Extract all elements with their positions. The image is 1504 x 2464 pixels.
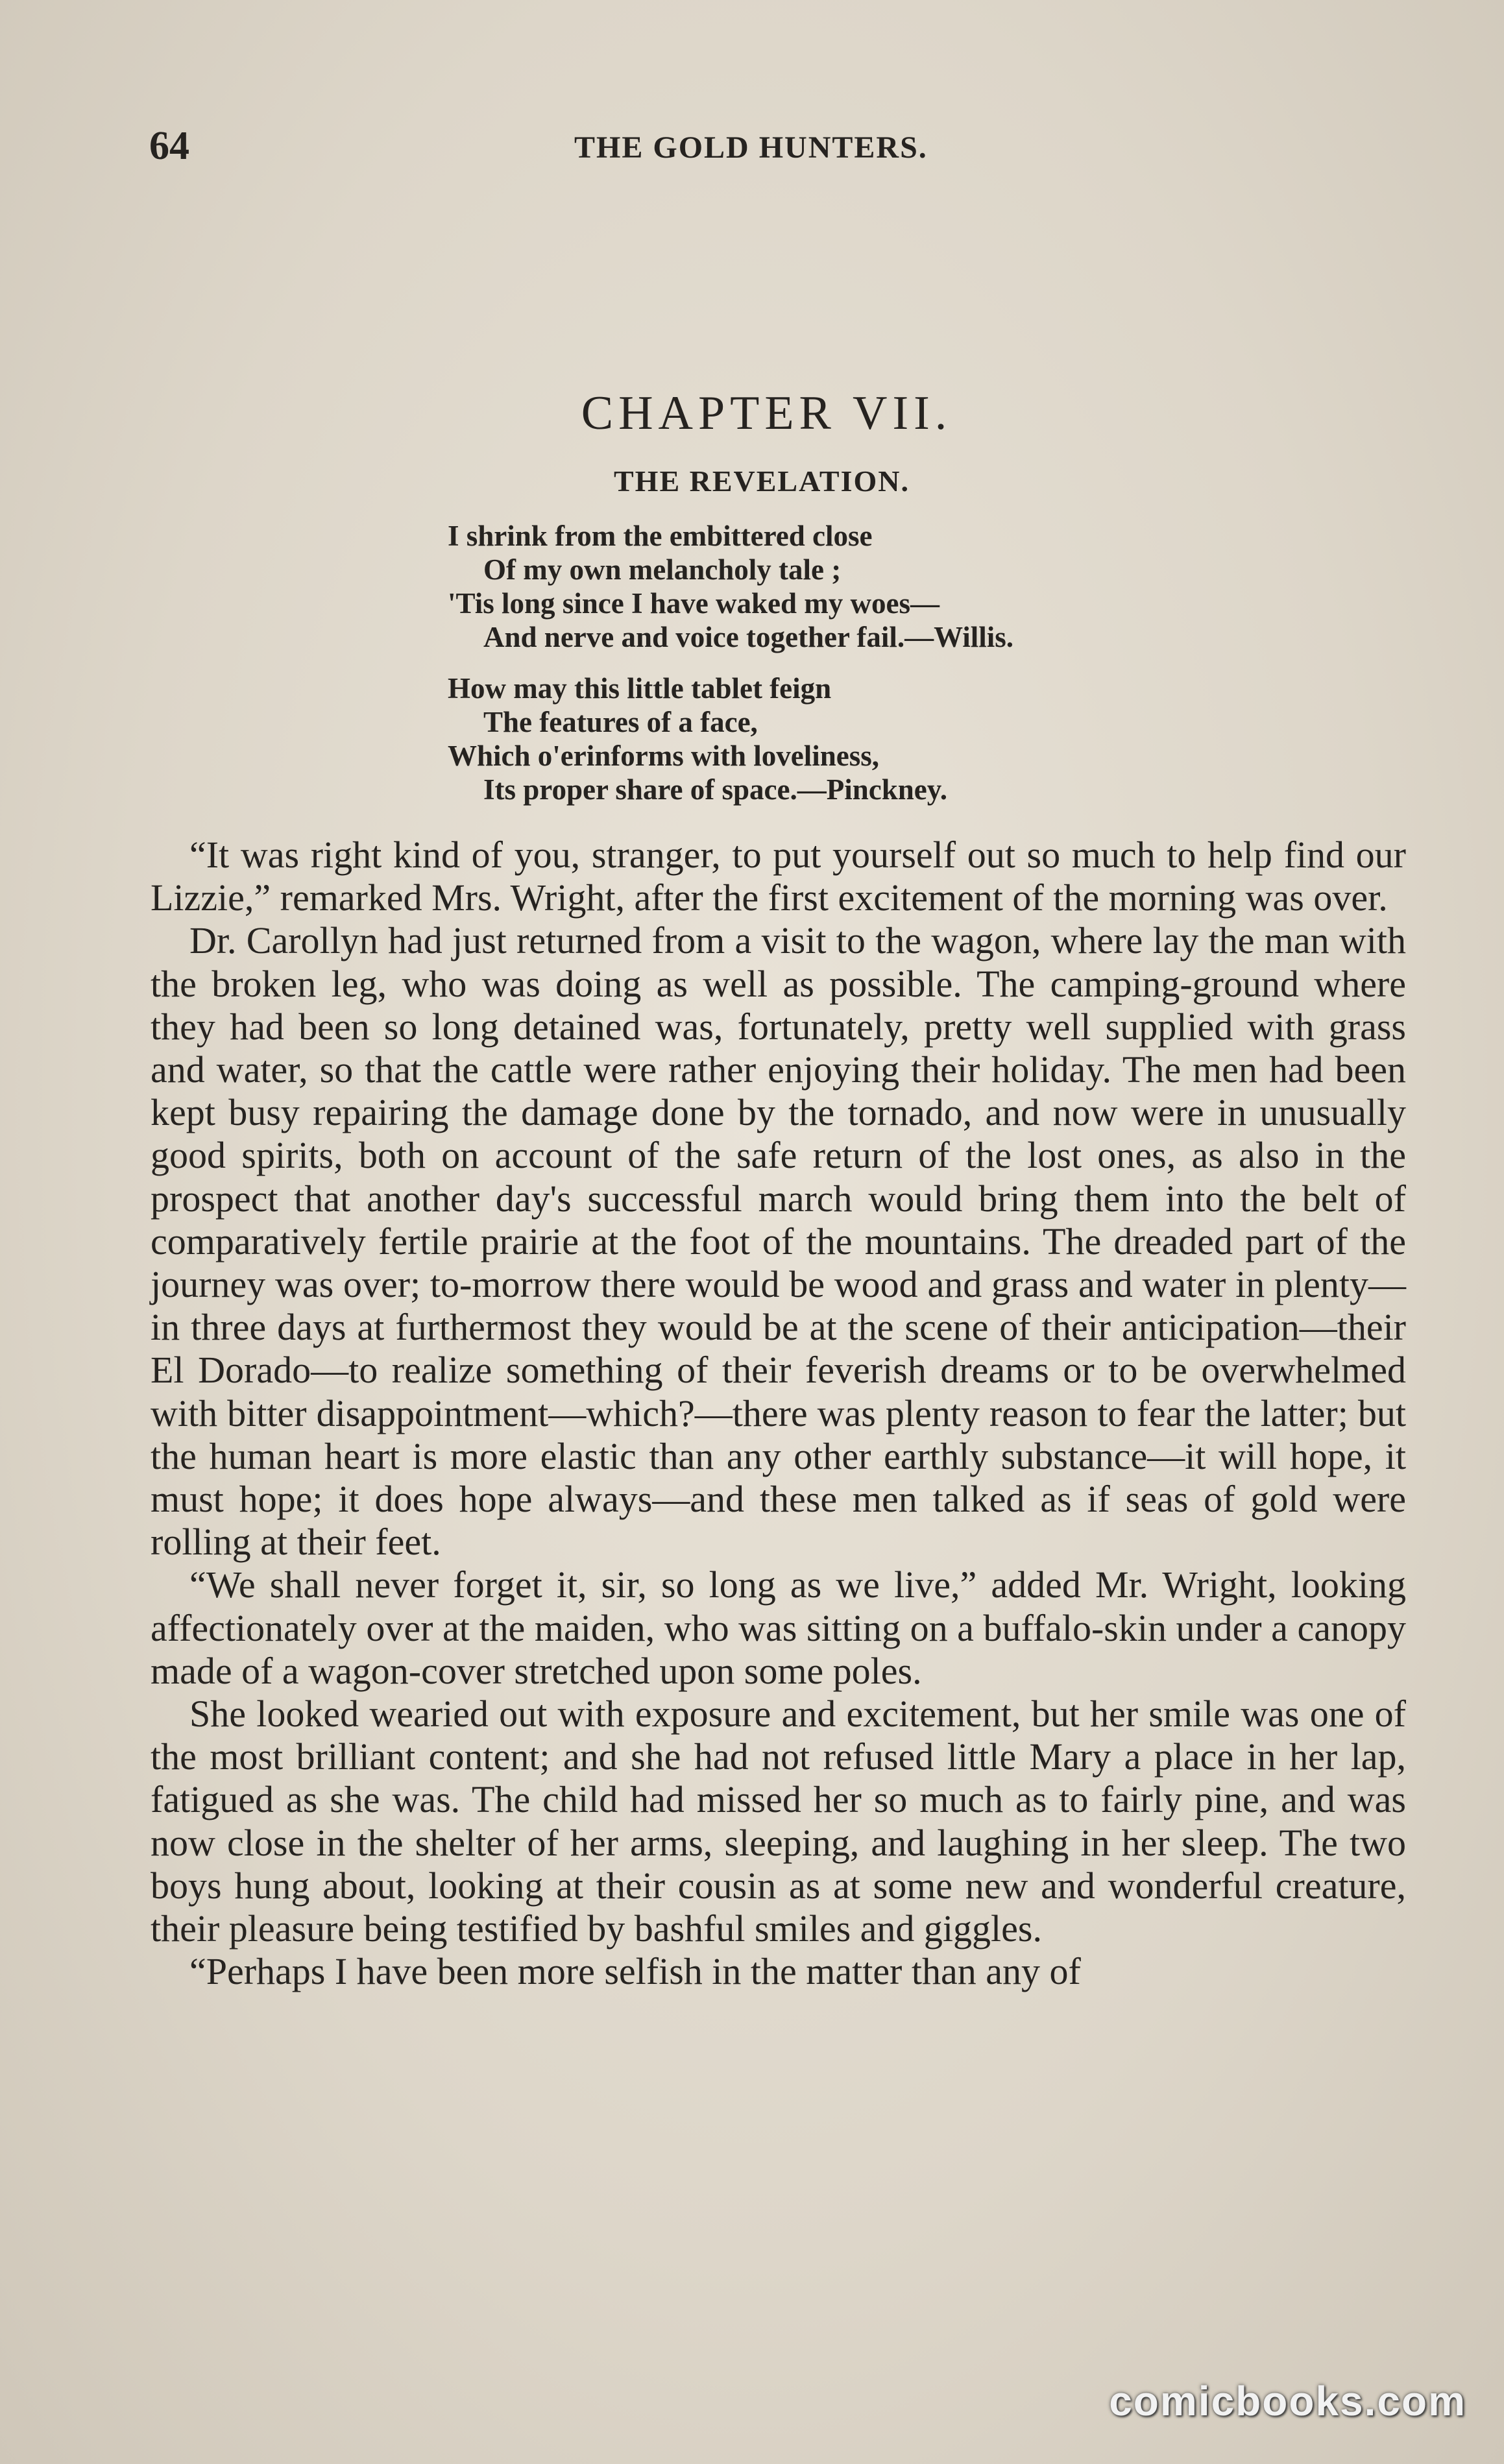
epigraph-line: 'Tis long since I have waked my woes— (448, 587, 940, 620)
page-number: 64 (149, 124, 189, 168)
running-head: THE GOLD HUNTERS. (574, 130, 928, 165)
epigraph-line: The features of a face, (483, 706, 758, 738)
epigraph-line: Of my own melancholy tale ; (483, 553, 842, 586)
paragraph: “We shall never forget it, sir, so long as we live,” added Mr. Wright, looking affectionately over at the maiden, who was sitting on a buffalo-skin under a canopy made of a wagon-cover stretched upon some poles. (151, 1564, 1406, 1692)
paragraph: Dr. Carollyn had just returned from a visit to the wagon, where lay the man with the broken leg, who was doing as well as possible. The camping-ground where they had been so long detained was, fortunately, pretty well supplied with grass and water, so that the cattle were rather enjoying their holiday. The men had been kept busy repairing the damage done by the tornado, and now were in unusually good spirits, both on account of the safe return of the lost ones, as also in the prospect that another day's successful march would bring them into the belt of comparatively fertile prairie at the foot of the mountains. The dreaded part of the journey was over; to-morrow there would be wood and grass and water in plenty—in three days at furthermost they would be at the scene of their anticipation—their El Dorado—to realize something of their feverish dreams or to be overwhelmed with bitter disappointment—which?—there was plenty reason to fear the latter; but the human heart is more elastic than any other earthly substance—it will hope, it must hope; it does hope always—and these men talked as if seas of gold were rolling at their feet. (151, 919, 1406, 1564)
epigraph-line: How may this little tablet feign (448, 672, 832, 705)
page-header (149, 123, 1369, 175)
watermark: comicbooks.com (1109, 2378, 1466, 2424)
paragraph: “Perhaps I have been more selfish in the matter than any of (189, 1950, 1081, 1993)
paragraph: “It was right kind of you, stranger, to put yourself out so much to help find our Lizzie,” remarked Mrs. Wright, after the first excitement of the morning was over. (151, 834, 1406, 919)
epigraph-pinckney (448, 671, 947, 806)
paragraph: She looked wearied out with exposure and excitement, but her smile was one of the most brilliant content; and she had not refused little Mary a place in her lap, fatigued as she was. The child had missed her so much as to fairly pine, and was now close in the shelter of her arms, sleeping, and laughing in her sleep. The two boys hung about, looking at their cousin as at some new and wonderful creature, their pleasure being testified by bashful smiles and giggles. (151, 1693, 1406, 1950)
chapter-subtitle: THE REVELATION. (613, 465, 910, 498)
body-text (151, 834, 1406, 1993)
epigraph-line: Its proper share of space.—Pinckney. (483, 773, 948, 806)
epigraph-line: Which o'erinforms with loveliness, (448, 740, 879, 772)
epigraph-line: And nerve and voice together fail.—Willis. (483, 621, 1014, 653)
epigraph-willis (448, 519, 1013, 654)
chapter-title: CHAPTER VII. (581, 387, 952, 440)
epigraph-line: I shrink from the embittered close (448, 520, 873, 552)
